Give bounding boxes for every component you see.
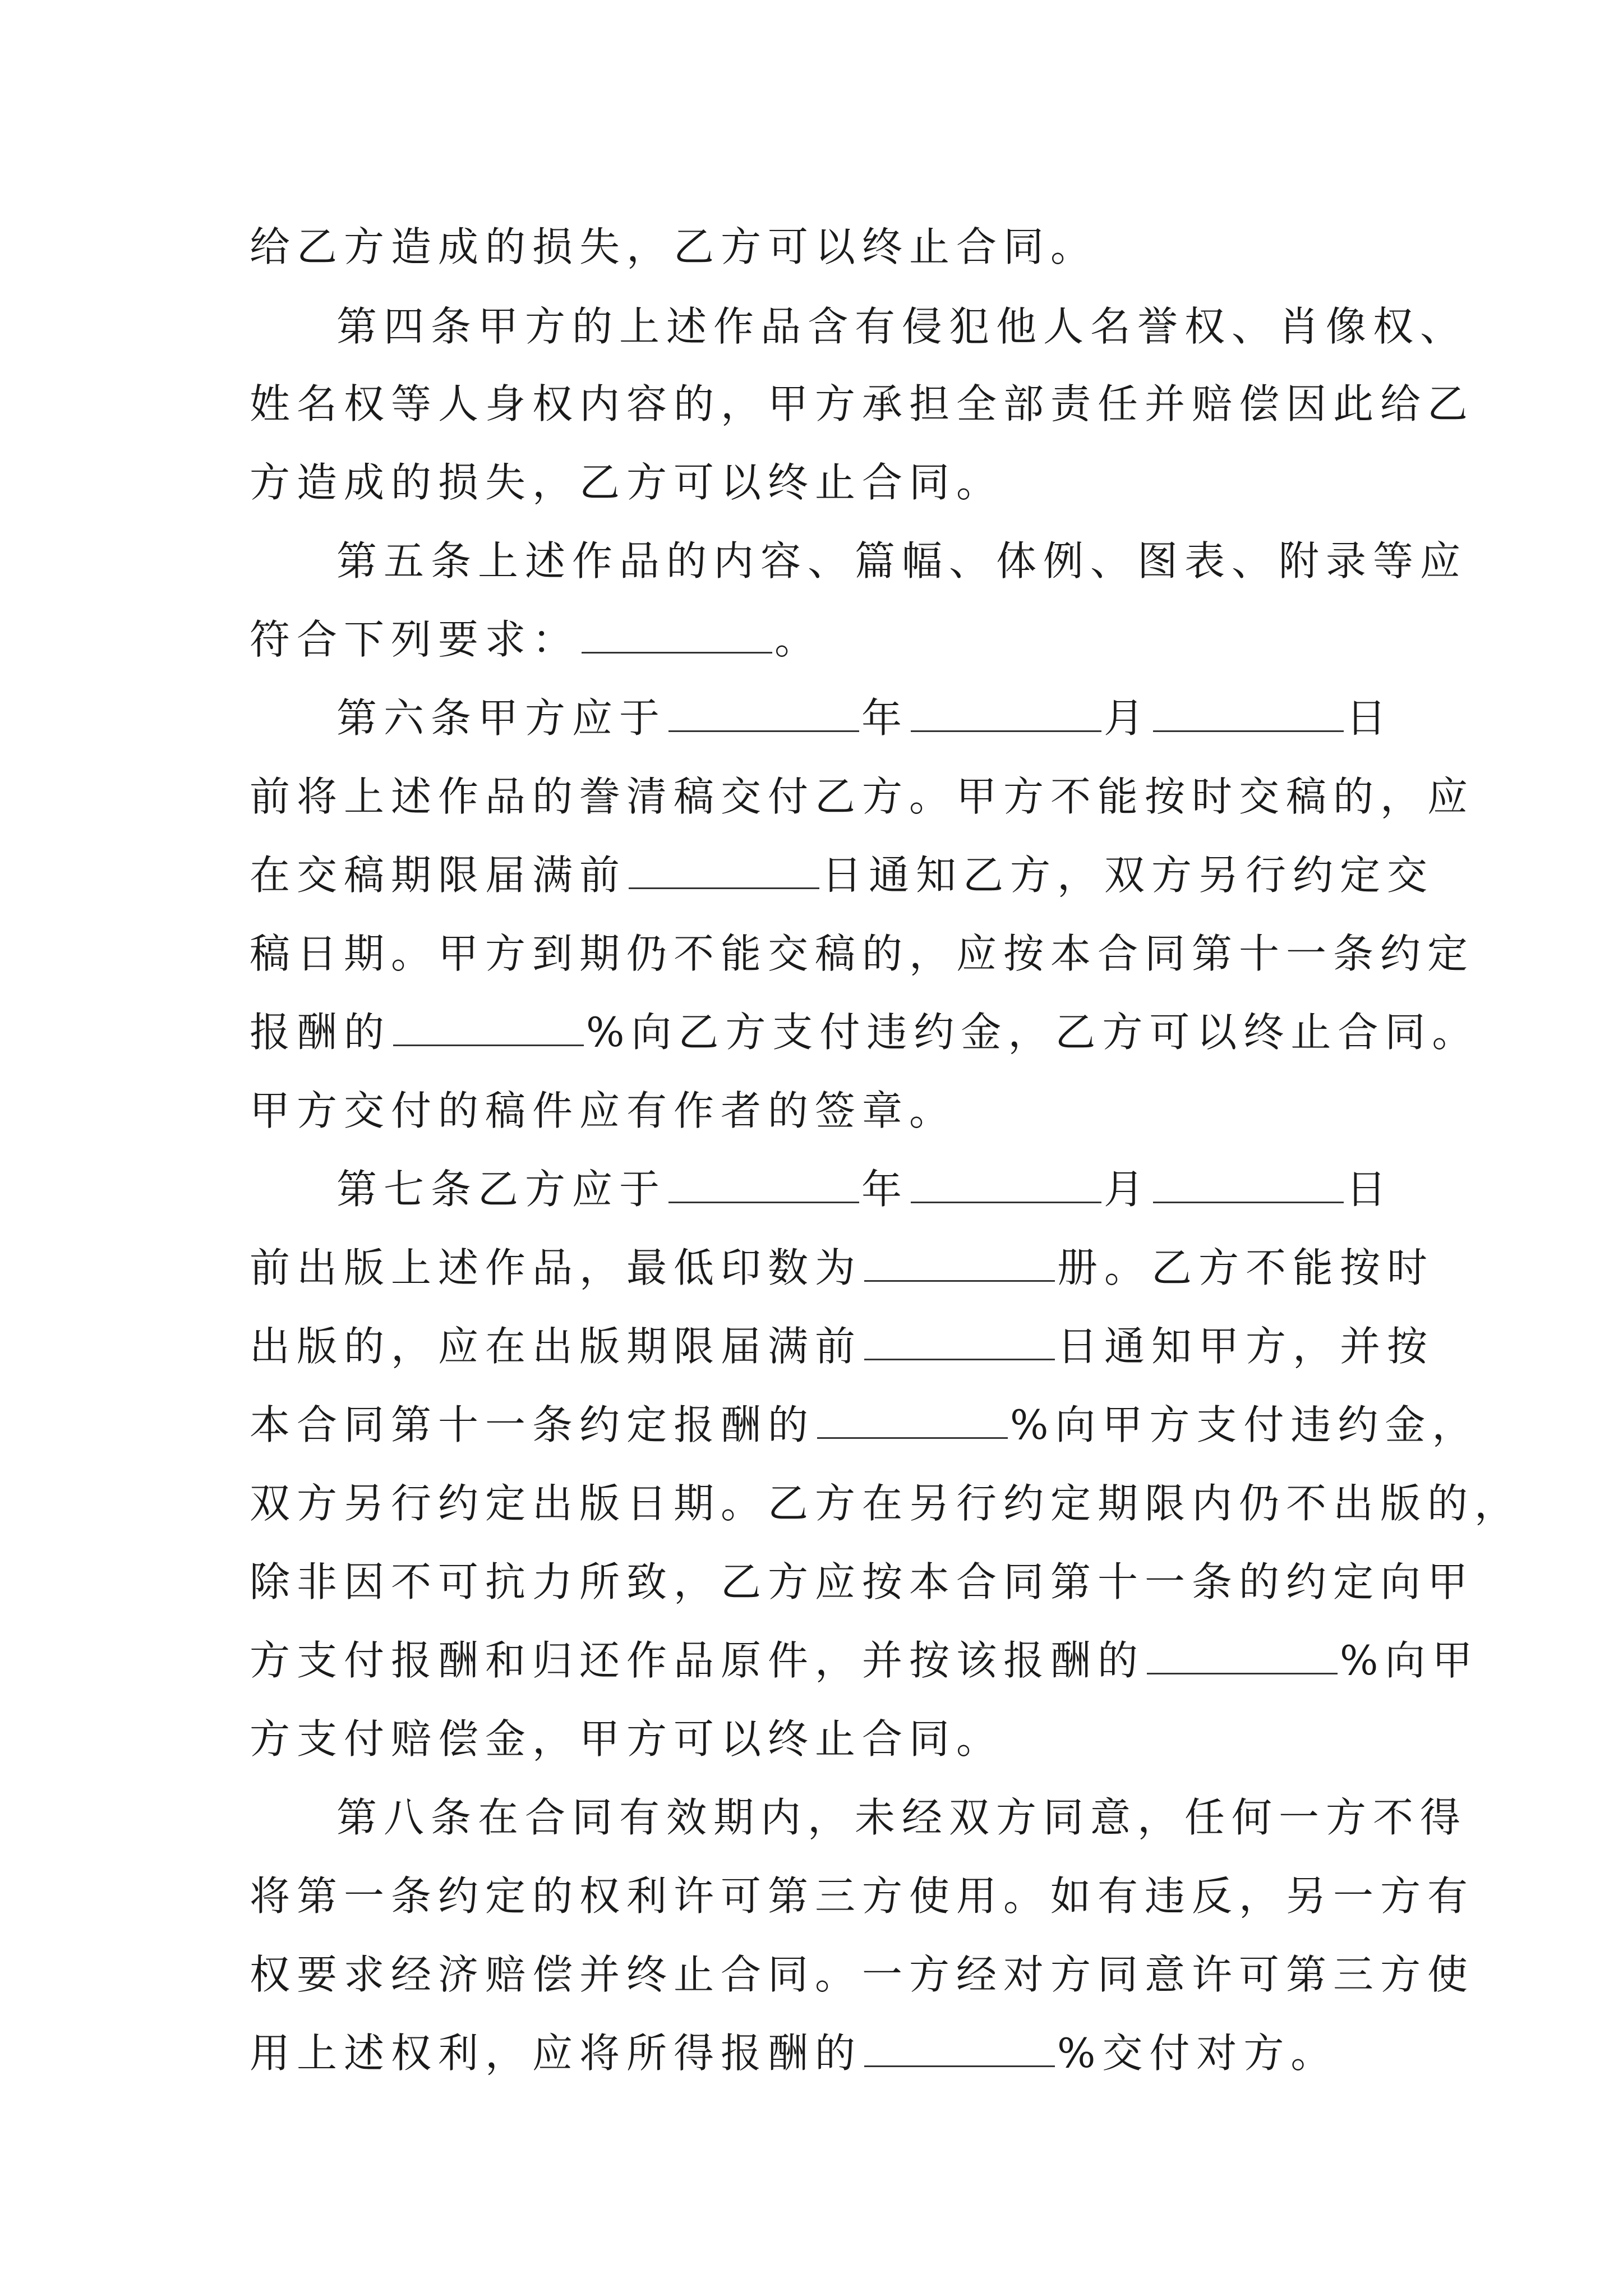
text-segment: 第六条甲方应于: [336, 694, 667, 742]
text-line: [250, 914, 1475, 993]
text-segment: 月: [1104, 694, 1151, 742]
text-segment: 报酬的: [250, 1009, 391, 1056]
text-line: [336, 1150, 1394, 1228]
text-segment: 册。乙方不能按时: [1057, 1244, 1435, 1291]
text-segment: 双方另行约定出版日期。乙方在另行约定期限内仍不出版的，: [250, 1480, 1522, 1527]
fill-in-blank: [1147, 1639, 1338, 1674]
text-segment: 在交稿期限届满前: [250, 852, 627, 899]
text-line: [336, 679, 1394, 757]
fill-in-blank: [1153, 697, 1344, 732]
text-segment: 年: [861, 1166, 909, 1213]
text-segment: %交付对方。: [1057, 2030, 1338, 2077]
text-segment: 第四条甲方的上述作品含有侵犯他人名誉权、肖像权、: [336, 303, 1468, 350]
text-segment: %向甲: [1340, 1637, 1479, 1684]
fill-in-blank: [629, 854, 819, 889]
fill-in-blank: [864, 1246, 1055, 1282]
text-segment: 第七条乙方应于: [336, 1166, 667, 1213]
text-segment: 前将上述作品的誊清稿交付乙方。甲方不能按时交稿的，应: [250, 773, 1475, 820]
fill-in-blank: [911, 1168, 1101, 1203]
fill-in-blank: [864, 2032, 1055, 2067]
text-line: [250, 1071, 1394, 1150]
text-line: [250, 1935, 1475, 2014]
text-segment: 出版的，应在出版期限届满前: [250, 1323, 863, 1370]
text-segment: 稿日期。甲方到期仍不能交稿的，应按本合同第十一条约定: [250, 930, 1475, 977]
text-line: [250, 1386, 1479, 1464]
text-line: [250, 1857, 1475, 1935]
text-line: [250, 1307, 1435, 1386]
text-line: [250, 600, 1394, 679]
text-segment: 权要求经济赔偿并终止合同。一方经对方同意许可第三方使: [250, 1951, 1475, 1998]
text-line: [250, 836, 1435, 914]
text-line: [336, 1778, 1468, 1857]
text-segment: 给乙方造成的损失，乙方可以终止合同。: [250, 223, 1098, 270]
text-segment: 本合同第十一条约定报酬的: [250, 1401, 815, 1448]
text-line: [250, 1464, 1522, 1543]
text-segment: 前出版上述作品，最低印数为: [250, 1244, 863, 1291]
text-segment: 第八条在合同有效期内，未经双方同意，任何一方不得: [336, 1794, 1468, 1841]
fill-in-blank: [582, 618, 772, 654]
text-segment: 。: [774, 616, 822, 663]
text-line: [250, 2014, 1394, 2092]
text-line: [250, 1543, 1475, 1621]
text-segment: 方支付赔偿金，甲方可以终止合同。: [250, 1715, 1004, 1763]
text-line: [336, 522, 1468, 600]
text-segment: 方造成的损失，乙方可以终止合同。: [250, 459, 1004, 506]
fill-in-blank: [864, 1325, 1055, 1360]
text-line: [250, 1700, 1394, 1778]
text-segment: 甲方交付的稿件应有作者的签章。: [250, 1087, 957, 1134]
fill-in-blank: [817, 1404, 1008, 1439]
text-line: [250, 1228, 1435, 1307]
text-segment: 符合下列要求：: [250, 616, 580, 663]
text-line: [250, 365, 1475, 443]
fill-in-blank: [911, 697, 1101, 732]
text-segment: 除非因不可抗力所致，乙方应按本合同第十一条的约定向甲: [250, 1558, 1475, 1605]
fill-in-blank: [668, 697, 859, 732]
text-segment: 年: [861, 694, 909, 742]
text-segment: 日通知乙方，双方另行约定交: [822, 852, 1435, 899]
text-segment: 日通知甲方，并按: [1057, 1323, 1435, 1370]
text-segment: %向甲方支付违约金，: [1010, 1401, 1479, 1448]
text-line: [250, 443, 1394, 522]
fill-in-blank: [668, 1168, 859, 1203]
text-line: [250, 757, 1475, 836]
fill-in-blank: [1153, 1168, 1344, 1203]
text-segment: 方支付报酬和归还作品原件，并按该报酬的: [250, 1637, 1145, 1684]
text-line: [336, 287, 1468, 366]
text-segment: 日: [1346, 694, 1394, 742]
text-segment: 将第一条约定的权利许可第三方使用。如有违反，另一方有: [250, 1872, 1475, 1920]
text-segment: %向乙方支付违约金，乙方可以终止合同。: [586, 1009, 1479, 1056]
text-segment: 第五条上述作品的内容、篇幅、体例、图表、附录等应: [336, 537, 1468, 585]
fill-in-blank: [393, 1011, 584, 1046]
text-line: [250, 993, 1479, 1071]
text-segment: 用上述权利，应将所得报酬的: [250, 2030, 863, 2077]
text-segment: 月: [1104, 1166, 1151, 1213]
text-segment: 姓名权等人身权内容的，甲方承担全部责任并赔偿因此给乙: [250, 380, 1475, 427]
text-line: [250, 1621, 1479, 1700]
text-segment: 日: [1346, 1166, 1394, 1213]
text-line: [250, 208, 1394, 286]
